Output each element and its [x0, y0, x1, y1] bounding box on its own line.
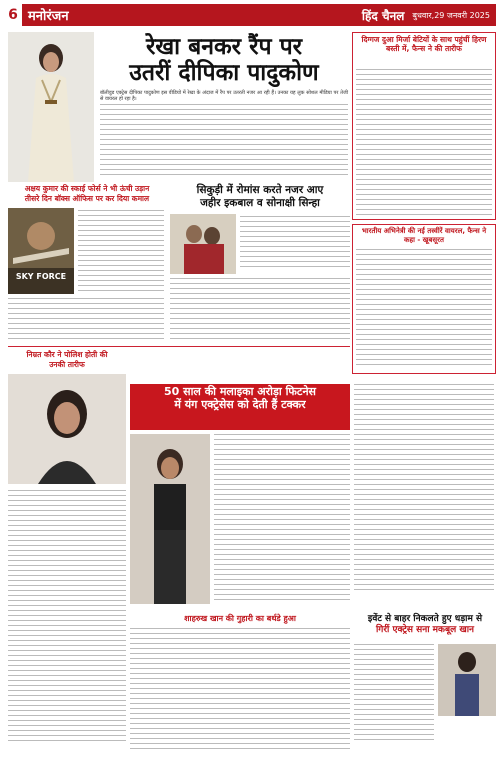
shahrukh-article [130, 614, 350, 753]
akshay-article [8, 184, 166, 344]
nimrat-headline-line1: निम्रत कौर ने पोलिश होती की [26, 350, 108, 359]
rekha-photo [8, 32, 94, 182]
movie-poster-image [8, 208, 74, 294]
dhadam-photo [438, 644, 496, 716]
sonakshi-article [170, 184, 350, 344]
nimrat-body [8, 490, 126, 745]
akshay-headline [8, 184, 166, 204]
brand-name: हिंद चैनल [361, 8, 405, 23]
sonakshi-headline-line1: सिकुड़ी में रोमांस करते नजर आए [196, 184, 324, 196]
actress-body [356, 249, 492, 369]
nimrat-photo [8, 374, 126, 484]
actress-portrait-image [8, 374, 126, 484]
page-number: 6 [4, 4, 22, 26]
skyforce-poster [8, 208, 74, 294]
dhadam-headline [354, 614, 496, 636]
malaika-photo [130, 434, 210, 604]
couple-image [170, 214, 236, 274]
issue-date: बुधवार,29 जनवरी 2025 [412, 10, 490, 20]
actress-event-image [438, 644, 496, 716]
rekha-headline-line1: रेखा बनकर रैंप पर [145, 34, 303, 60]
daughter-headline: दिग्गज दुआ मिर्जा बेटियों के साथ पहुंचीं हिरण बस्ती में, फैन्स ने की तारीफ [361, 35, 487, 53]
rekha-body-text [100, 104, 348, 179]
nimrat-headline-line2: उनकी तारीफ [49, 360, 85, 369]
nimrat-headline [8, 350, 126, 370]
rekha-headline [100, 34, 348, 86]
sidebar-article-actress [352, 224, 496, 374]
rekha-headline-line2: उतरीं दीपिका पादुकोण [129, 60, 319, 86]
section-title: मनोरंजन [28, 9, 69, 24]
dhadam-article [354, 614, 496, 753]
newspaper-page [4, 4, 496, 753]
woman-in-gown-image [8, 32, 94, 182]
nimrat-article [8, 350, 126, 753]
horizontal-rule [8, 346, 350, 347]
malaika-headline-line1: 50 साल की मलाइका अरोड़ा फिटनेस [164, 385, 316, 398]
akshay-body-bottom [8, 298, 164, 343]
sonakshi-body-bottom [170, 278, 350, 343]
actress-headline: भारतीय अभिनेत्री की नई तस्वीरें वायरल, फैन्स ने कहा - खूबसूरत [361, 227, 487, 244]
akshay-headline-line2: तीसरे दिन बॉक्स ऑफिस पर कर दिया कमाल [24, 194, 150, 203]
sidebar-article-daughter [352, 32, 496, 220]
daughter-body [356, 69, 492, 219]
akshay-body [78, 210, 164, 295]
shahrukh-body [130, 628, 350, 753]
shahrukh-headline: शाहरुख खान की गुहारी का बर्थडे हुआ [184, 614, 296, 623]
sonakshi-photo [170, 214, 236, 274]
malaika-body [214, 434, 350, 604]
dhadam-headline-line1: इवेंट से बाहर निकलते हुए धड़ाम से [367, 614, 483, 624]
dhadam-headline-line2: गिरीं एक्ट्रेस सना मकबूल खान [375, 625, 475, 635]
rekha-lead: बॉलीवुड एक्ट्रेस दीपिका पादुकोण इस वीडियो में रेखा के अंदाज में रैंप पर उतरती नजर आ रही हैं। उनका यह लुक सोशल मीडिया पर तेजी से वायरल हो रहा है। [100, 90, 348, 102]
malaika-headline-line2: में यंग एक्ट्रेसेस को देती हैं टक्कर [174, 397, 306, 411]
dhadam-body [354, 644, 434, 744]
sonakshi-headline-line2: जहीर इकबाल व सोनाक्षी सिन्हा [200, 197, 320, 209]
page-header [4, 4, 496, 26]
fitness-actress-image [130, 434, 210, 604]
sonakshi-headline [170, 184, 350, 210]
malaika-headline [130, 384, 350, 430]
akshay-headline-line1: अक्षय कुमार की स्काई फोर्स ने भी ऊंची उड़ान [24, 184, 150, 193]
sonakshi-body [240, 216, 350, 271]
skyforce-poster-text: SKY FORCE [15, 272, 67, 281]
sidebar-bottom-body [354, 384, 494, 594]
